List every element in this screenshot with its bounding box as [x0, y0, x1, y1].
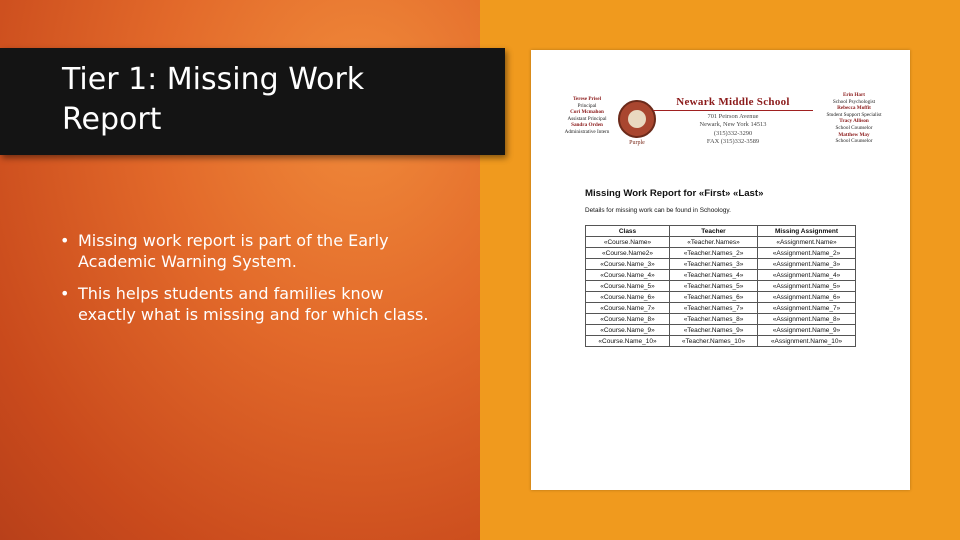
- teacher-cell: «Teacher.Names_7»: [670, 303, 758, 314]
- assignment-cell: «Assignment.Name_7»: [758, 303, 856, 314]
- table-header-row: [586, 226, 856, 237]
- staff-name: Cori Mcmahon: [570, 109, 604, 116]
- bullet-icon: •: [60, 231, 70, 250]
- bullet-icon: •: [60, 284, 70, 303]
- missing-work-table: [585, 225, 856, 347]
- class-cell: «Course.Name»: [586, 237, 670, 248]
- bullet-list: [56, 230, 436, 336]
- address-line: (315)332-3290: [713, 129, 753, 137]
- assignment-cell: «Assignment.Name_5»: [758, 281, 856, 292]
- class-cell: «Course.Name_3»: [586, 259, 670, 270]
- slide-title: Tier 1: Missing Work Report: [62, 62, 365, 137]
- column-header-teacher: Teacher: [670, 226, 758, 237]
- table-row: [586, 259, 856, 270]
- class-cell: «Course.Name_10»: [586, 336, 670, 347]
- class-cell: «Course.Name_7»: [586, 303, 670, 314]
- table-row: [586, 314, 856, 325]
- bullet-text: Missing work report is part of the Early Academic Warning System.: [78, 231, 389, 271]
- table-row: [586, 237, 856, 248]
- table-row: [586, 270, 856, 281]
- teacher-cell: «Teacher.Names_10»: [670, 336, 758, 347]
- class-cell: «Course.Name_5»: [586, 281, 670, 292]
- teacher-cell: «Teacher.Names_9»: [670, 325, 758, 336]
- table-row: [586, 325, 856, 336]
- staff-name: Tracy Allison: [839, 118, 869, 125]
- report-title: Missing Work Report for «First» «Last»: [585, 188, 764, 199]
- table-row: [586, 248, 856, 259]
- class-cell: «Course.Name_9»: [586, 325, 670, 336]
- teacher-cell: «Teacher.Names»: [670, 237, 758, 248]
- staff-role: Student Support Specialist: [826, 111, 882, 118]
- staff-name: Matthew May: [838, 131, 870, 138]
- school-name: Newark Middle School: [676, 96, 790, 108]
- table-row: [586, 281, 856, 292]
- staff-role: School Counselor: [835, 124, 873, 131]
- column-header-missing-assignment: Missing Assignment: [758, 226, 856, 237]
- class-cell: «Course.Name_6»: [586, 292, 670, 303]
- table-row: [586, 303, 856, 314]
- address-line: 701 Peirson Avenue: [707, 113, 759, 120]
- staff-name: Sandra Orden: [571, 122, 603, 129]
- staff-role: School Psychologist: [832, 98, 876, 105]
- table-row: [586, 336, 856, 347]
- assignment-cell: «Assignment.Name_4»: [758, 270, 856, 281]
- assignment-cell: «Assignment.Name»: [758, 237, 856, 248]
- letterhead-divider: [653, 110, 813, 111]
- address-line: Newark, New York 14513: [699, 121, 767, 129]
- bullet-text: This helps students and families know exactly what is missing and for which class.: [78, 284, 429, 324]
- assignment-cell: «Assignment.Name_2»: [758, 248, 856, 259]
- assignment-cell: «Assignment.Name_6»: [758, 292, 856, 303]
- class-cell: «Course.Name_4»: [586, 270, 670, 281]
- column-header-class: Class: [586, 226, 670, 237]
- assignment-cell: «Assignment.Name_8»: [758, 314, 856, 325]
- letterhead-right-staff: [813, 92, 895, 145]
- staff-role: Assistant Principal: [567, 115, 607, 122]
- teacher-cell: «Teacher.Names_6»: [670, 292, 758, 303]
- staff-role: School Counselor: [835, 138, 873, 145]
- staff-name: Rebecca Moffit: [837, 105, 871, 112]
- teacher-cell: «Teacher.Names_2»: [670, 248, 758, 259]
- staff-role: Principal: [577, 102, 597, 109]
- report-subtitle: Details for missing work can be found in Schoology.: [585, 207, 731, 214]
- assignment-cell: «Assignment.Name_10»: [758, 336, 856, 347]
- address-line: FAX (315)332-3589: [706, 137, 760, 145]
- report-document-image: [531, 50, 910, 490]
- assignment-cell: «Assignment.Name_3»: [758, 259, 856, 270]
- seal-caption: Purple: [629, 140, 645, 146]
- staff-name: Terese Prisel: [572, 96, 602, 102]
- table-row: [586, 292, 856, 303]
- letterhead-left-staff: [549, 96, 625, 136]
- class-cell: «Course.Name_8»: [586, 314, 670, 325]
- bullet-item: [56, 283, 436, 325]
- school-seal-icon: [618, 100, 656, 138]
- teacher-cell: «Teacher.Names_3»: [670, 259, 758, 270]
- bullet-item: [56, 230, 436, 272]
- teacher-cell: «Teacher.Names_8»: [670, 314, 758, 325]
- assignment-cell: «Assignment.Name_9»: [758, 325, 856, 336]
- teacher-cell: «Teacher.Names_4»: [670, 270, 758, 281]
- class-cell: «Course.Name2»: [586, 248, 670, 259]
- staff-name: Erin Hart: [842, 92, 866, 98]
- teacher-cell: «Teacher.Names_5»: [670, 281, 758, 292]
- school-address: [661, 113, 805, 146]
- staff-role: Administrative Intern: [564, 128, 610, 135]
